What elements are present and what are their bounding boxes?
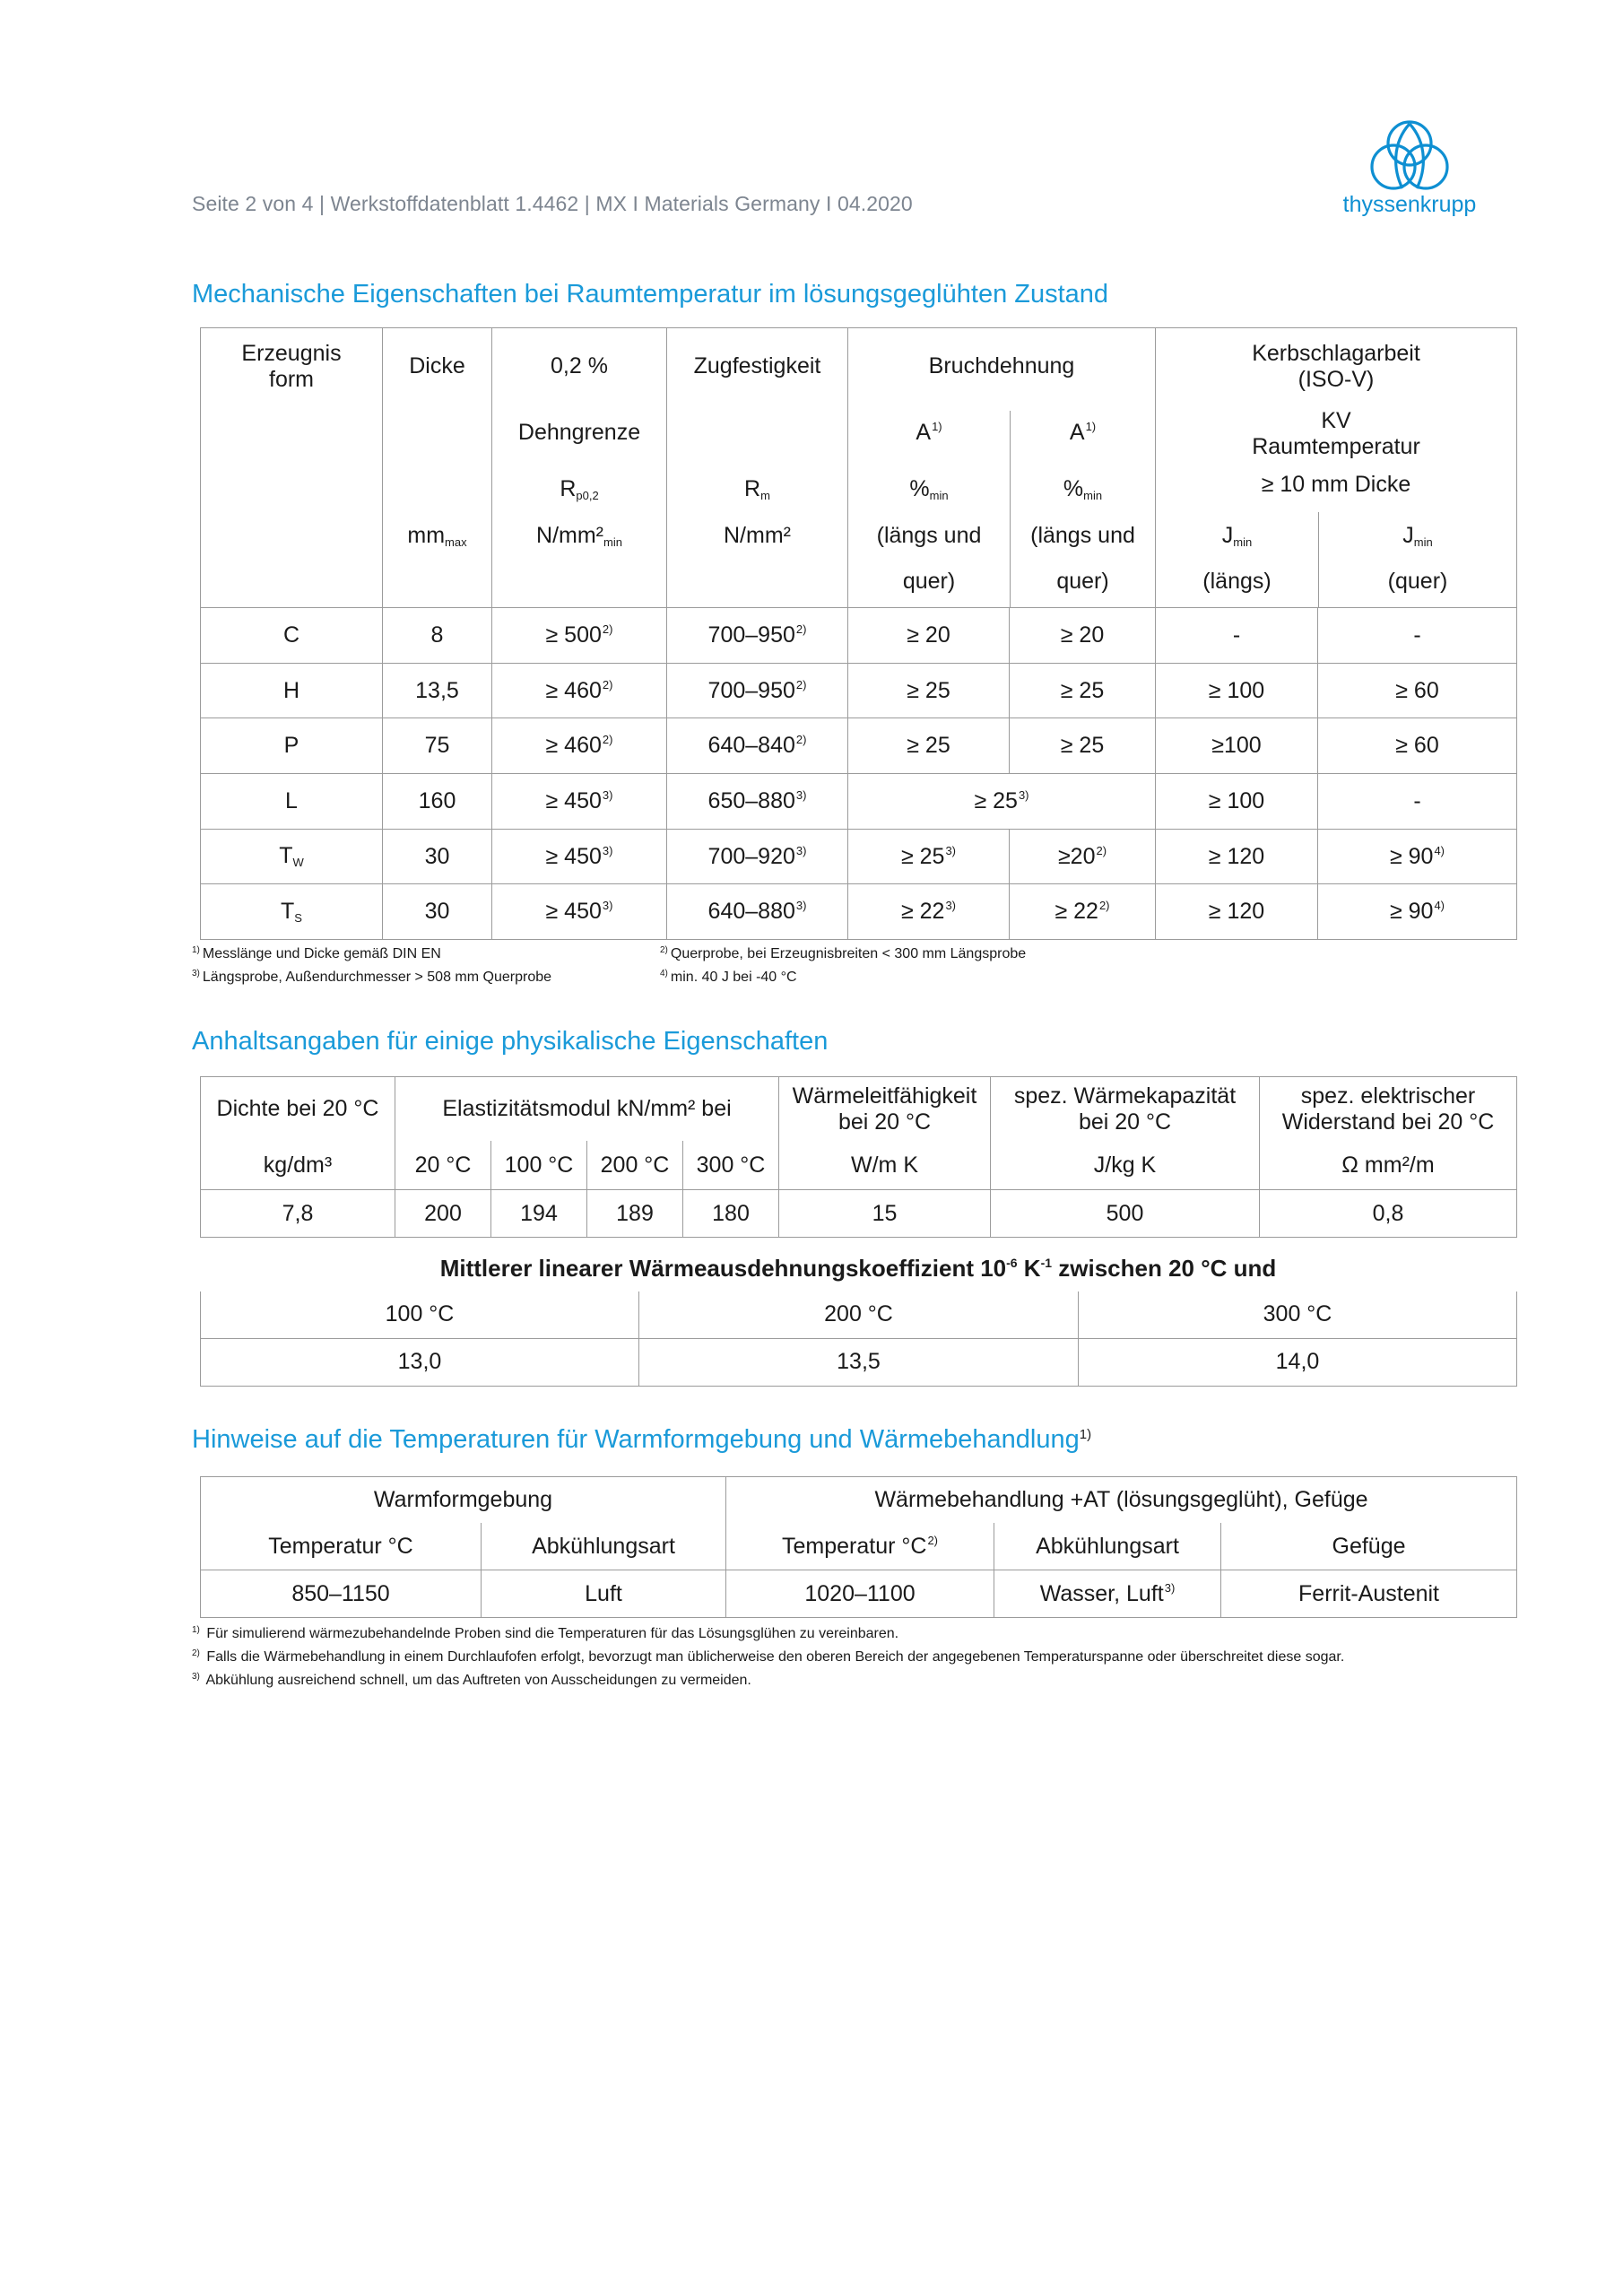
header-dehngrenze: 0,2 % Dehngrenze $R_{p0,2}$ $N/mm^2_{min}$	[492, 328, 667, 608]
footnote-3: $^{3)}$ Längsprobe, Außendurchmesser > 508 mm Querprobe	[192, 969, 552, 985]
header-zugfestigkeit: Zugfestigkeit $R_m$ N/mm²	[667, 328, 848, 608]
thyssenkrupp-rings-icon	[1338, 117, 1481, 192]
header-dichte: Dichte bei 20 °C	[201, 1077, 395, 1142]
table-row: $T_S$ 30 ≥ 450$^{3)}$ 640–880$^{3)}$ ≥ 22$^{3)}$ ≥ 22$^{2)}$ ≥ 120 ≥ 90$^{4)}$	[201, 884, 1517, 940]
mechanical-properties-table	[200, 327, 1517, 940]
header-form: Erzeugnis form	[201, 328, 383, 608]
table-row: P 75 ≥ 460$^{2)}$ 640–840$^{2)}$ ≥ 25 ≥ 25 ≥100 ≥ 60	[201, 718, 1517, 774]
header-emodul: Elastizitätsmodul kN/mm² bei	[395, 1077, 779, 1142]
logo-wordmark: thyssenkrupp	[1342, 192, 1477, 217]
header-waermebehandlung: Wärmebehandlung +AT (lösungsgeglüht), Gefüge	[726, 1477, 1517, 1524]
expansion-coefficient-title: Mittlerer linearer Wärmeausdehnungskoeffizient $10^{-6}$ $K^{-1}$ zwischen 20 °C und	[439, 1255, 1277, 1282]
header-waermekap: spez. Wärmekapazität bei 20 °C	[991, 1077, 1260, 1142]
header-widerstand: spez. elektrischer Widerstand bei 20 °C	[1260, 1077, 1517, 1142]
header-bruchdehnung: Bruchdehnung A$^{1)}$ A$^{1)}$ $\%_{min}$ $\%_{min}$ (längs und (längs und quer) quer)	[848, 328, 1156, 608]
table-row: 850–1150 Luft 1020–1100 Wasser, Luft$^{3)}$ Ferrit-Austenit	[201, 1570, 1517, 1618]
header-dicke: Dicke $mm_{max}$	[383, 328, 492, 608]
table-row: C 8 ≥ 500$^{2)}$ 700–950$^{2)}$ ≥ 20 ≥ 20 - -	[201, 608, 1517, 664]
footnote-temp-2: $^{2)}$ Falls die Wärmebehandlung in einem Durchlaufofen erfolgt, bevorzugt man üblicherweise den oberen Bereich der angegebenen Temperaturspanne oder überschreitet diese sogar.	[192, 1648, 1345, 1665]
thyssenkrupp-logo	[1338, 117, 1481, 224]
footnote-2: $^{2)}$ Querprobe, bei Erzeugnisbreiten < 300 mm Längsprobe	[660, 945, 1027, 961]
section-title-physical: Anhaltsangaben für einige physikalische Eigenschaften	[192, 1027, 829, 1056]
physical-properties-table: Dichte bei 20 °C Elastizitätsmodul kN/mm² bei Wärmeleitfähigkeit bei 20 °C spez. Wärmekapazität bei 20 °C spez. elektrischer Widerstand bei 20 °C kg/dm³ 20 °C 100 °C 200 °C 300 °C W/m K J/kg K Ω mm²/m 7,8 200 194 189 180 15 500 0,8	[200, 1076, 1517, 1238]
page-header-line: Seite 2 von 4 | Werkstoffdatenblatt 1.4462 | MX I Materials Germany I 04.2020	[192, 192, 913, 215]
header-waermeleit: Wärmeleitfähigkeit bei 20 °C	[779, 1077, 991, 1142]
footnote-temp-1: $^{1)}$ Für simulierend wärmezubehandelnde Proben sind die Temperaturen für das Lösungsglühen zu vereinbaren.	[192, 1625, 899, 1641]
section-title-temperatures: Hinweise auf die Temperaturen für Warmformgebung und Wärmebehandlung$^{1)}$	[192, 1425, 1092, 1454]
table-row: 13,0 13,5 14,0	[201, 1338, 1517, 1386]
footnote-temp-3: $^{3)}$ Abkühlung ausreichend schnell, um das Auftreten von Ausscheidungen zu vermeiden.	[192, 1672, 751, 1688]
footnote-1: $^{1)}$ Messlänge und Dicke gemäß DIN EN	[192, 945, 441, 961]
expansion-coefficient-table: 100 °C 200 °C 300 °C 13,0 13,5 14,0	[200, 1292, 1517, 1387]
footnote-4: $^{4)}$ min. 40 J bei -40 °C	[660, 969, 797, 985]
table-row: 7,8 200 194 189 180 15 500 0,8	[201, 1190, 1517, 1238]
temperatures-table: Warmformgebung Wärmebehandlung +AT (lösungsgeglüht), Gefüge Temperatur °C Abkühlungsart Temperatur °C$^{2)}$ Abkühlungsart Gefüge 850–1150 Luft 1020–1100 Wasser, Luft$^{3)}$ Ferrit-Austenit	[200, 1476, 1517, 1618]
table-row: $T_W$ 30 ≥ 450$^{3)}$ 700–920$^{3)}$ ≥ 25$^{3)}$ ≥20$^{2)}$ ≥ 120 ≥ 90$^{4)}$	[201, 829, 1517, 884]
table-row: H 13,5 ≥ 460$^{2)}$ 700–950$^{2)}$ ≥ 25 ≥ 25 ≥ 100 ≥ 60	[201, 663, 1517, 718]
section-title-mechanical: Mechanische Eigenschaften bei Raumtemperatur im lösungsgeglühten Zustand	[192, 280, 1109, 309]
header-kerbschlagarbeit: Kerbschlagarbeit (ISO-V) KV Raumtemperatur ≥ 10 mm Dicke $J_{min}$ $J_{min}$ (längs) (quer)	[1156, 328, 1517, 608]
header-warmformgebung: Warmformgebung	[201, 1477, 726, 1524]
table-row: L 160 ≥ 450$^{3)}$ 650–880$^{3)}$ ≥ 25$^{3)}$ ≥ 100 -	[201, 774, 1517, 830]
